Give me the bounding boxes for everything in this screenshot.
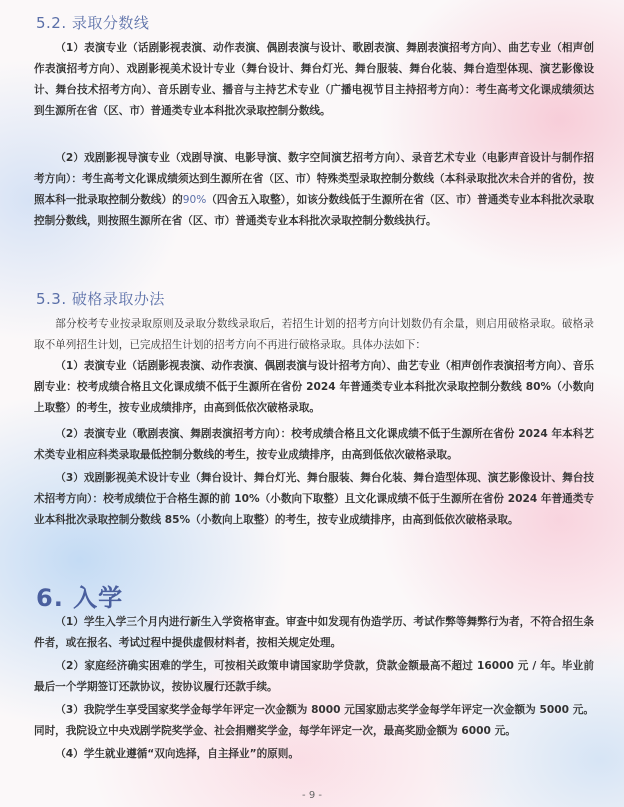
page-number: - 9 - bbox=[302, 790, 322, 801]
paragraph-5-3-1: （1）表演专业（话剧影视表演、动作表演、偶剧表演与设计招考方向）、曲艺专业（相声创作表演招考方向）、音乐剧专业：校考成绩合格且文化课成绩不低于生源所在省份 2024 年普通类专业本科批次录取控制分数线 80%（小数向上取整）的考生，按专业成绩排序，由高到低依次破格录取。 bbox=[34, 360, 594, 414]
paragraph-5-2-2-a: （2）戏剧影视导演专业（戏剧导演、电影导演、数字空间演艺招考方向）、录音艺术专业（电影声音设计与制作招考方向）：考生高考文化课成绩须达到生源所在省（区、市）特殊类型录取控制分数线（本科录取批次未合并的省份，按照本科一批录取控制分数线）的 bbox=[34, 152, 594, 206]
paragraph-6-1: （1）学生入学三个月内进行新生入学资格审查。审查中如发现有伪造学历、考试作弊等舞弊行为者，不符合招生条件者，或在报名、考试过程中提供虚假材料者，按相关规定处理。 bbox=[34, 616, 594, 649]
section-heading-6: 6. 入学 bbox=[36, 584, 124, 612]
highlight-percentage: 90% bbox=[182, 194, 207, 206]
paragraph-5-2-2 bbox=[34, 148, 594, 232]
paragraph-5-2-2-b: （四舍五入取整），如该分数线低于生源所在省（区、市）普通类专业本科批次录取控制分数线，则按照生源所在省（区、市）普通类专业本科批次录取控制分数线执行。 bbox=[34, 194, 594, 227]
paragraph-5-2-1: （1）表演专业（话剧影视表演、动作表演、偶剧表演与设计、歌剧表演、舞剧表演招考方向）、曲艺专业（相声创作表演招考方向）、戏剧影视美术设计专业（舞台设计、舞台灯光、舞台服装、舞台化装、舞台造型体现、演艺影像设计、舞台技术招考方向）、音乐剧专业、播音与主持艺术专业（广播电视节目主持招考方向）：考生高考文化课成绩须达到生源所在省（区、市）普通类专业本科批次录取控制分数线。 bbox=[34, 42, 594, 117]
paragraph-5-3-3: （3）戏剧影视美术设计专业（舞台设计、舞台灯光、舞台服装、舞台化装、舞台造型体现、演艺影像设计、舞台技术招考方向）：校考成绩位于合格生源的前 10%（小数向下取整）且文化课成绩不低于生源所在省份 2024 年普通类专业本科批次录取控制分数线 85%（小数向上取整）的考生，按专业成绩排序，由高到低依次破格录取。 bbox=[34, 472, 594, 526]
section-heading-5-2: 5.2. 录取分数线 bbox=[36, 14, 150, 32]
paragraph-6-2: （2）家庭经济确实困难的学生，可按相关政策申请国家助学贷款，贷款金额最高不超过 16000 元 / 年。毕业前最后一个学期签订还款协议，按协议履行还款手续。 bbox=[34, 660, 594, 693]
paragraph-6-4: （4）学生就业遵循“双向选择，自主择业”的原则。 bbox=[55, 748, 299, 760]
section-heading-5-3: 5.3. 破格录取办法 bbox=[36, 290, 165, 308]
paragraph-6-3: （3）我院学生享受国家奖学金每学年评定一次金额为 8000 元国家励志奖学金每学年评定一次金额为 5000 元。同时，我院设立中央戏剧学院奖学金、社会捐赠奖学金，每学年评定一次，最高奖励金额为 6000 元。 bbox=[34, 704, 594, 737]
paragraph-5-3-intro: 部分校考专业按录取原则及录取分数线录取后，若招生计划的招考方向计划数仍有余量，则启用破格录取。破格录取不单列招生计划，已完成招生计划的招考方向不再进行破格录取。具体办法如下： bbox=[34, 318, 594, 351]
paragraph-5-3-2: （2）表演专业（歌剧表演、舞剧表演招考方向）：校考成绩合格且文化课成绩不低于生源所在省份 2024 年本科艺术类专业相应科类录取最低控制分数线的考生，按专业成绩排序，由高到低依次破格录取。 bbox=[34, 428, 594, 461]
